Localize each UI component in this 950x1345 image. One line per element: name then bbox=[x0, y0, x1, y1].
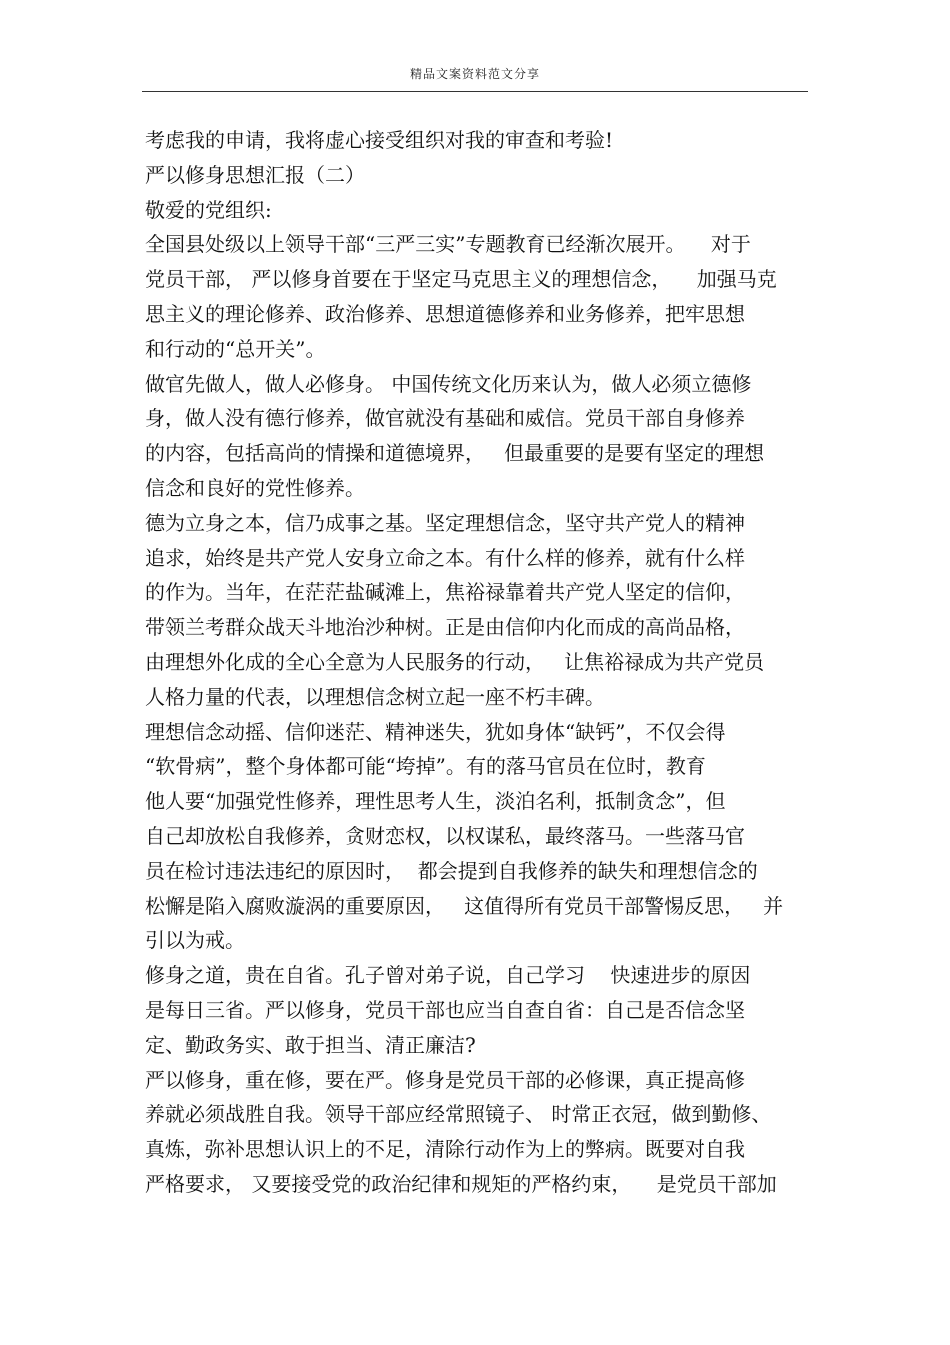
text-line: 修身之道，贵在自省。孔子曾对弟子说，自己学习 快速进步的原因 bbox=[145, 963, 751, 988]
text-line: 引以为戒。 bbox=[145, 928, 245, 953]
text-line: “软骨病”，整个身体都可能“垮掉”。有的落马官员在位时，教育 bbox=[145, 754, 706, 779]
text-line: 理想信念动摇、信仰迷茫、精神迷失，犹如身体“缺钙”，不仅会得 bbox=[145, 719, 726, 744]
text-line: 是每日三省。严以修身，党员干部也应当自查自省：自己是否信念坚 bbox=[145, 997, 745, 1022]
text-line: 定、勤政务实、敢于担当、清正廉洁? bbox=[145, 1032, 476, 1057]
text-line: 由理想外化成的全心全意为人民服务的行动， 让焦裕禄成为共产党员 bbox=[145, 649, 765, 674]
section-title: 严以修身思想汇报（二） bbox=[145, 162, 365, 187]
text-line: 信念和良好的党性修养。 bbox=[145, 475, 365, 500]
document-body bbox=[145, 123, 813, 1202]
text-line: 追求，始终是共产党人安身立命之本。有什么样的修养，就有什么样 bbox=[145, 545, 745, 570]
text-line: 做官先做人，做人必修身。 中国传统文化历来认为，做人必须立德修 bbox=[145, 371, 752, 396]
text-line: 的作为。当年，在茫茫盐碱滩上，焦裕禄靠着共产党人坚定的信仰， bbox=[145, 580, 745, 605]
salutation: 敬爱的党组织: bbox=[145, 197, 272, 222]
text-line: 考虑我的申请，我将虚心接受组织对我的审查和考验! bbox=[145, 128, 614, 152]
text-line: 人格力量的代表，以理想信念树立起一座不朽丰碑。 bbox=[145, 684, 605, 709]
text-line: 身，做人没有德行修养，做官就没有基础和威信。党员干部自身修养 bbox=[145, 406, 745, 431]
text-line: 的内容，包括高尚的情操和道德境界， 但最重要的是要有坚定的理想 bbox=[145, 441, 765, 466]
text-line: 带领兰考群众战天斗地治沙种树。正是由信仰内化而成的高尚品格， bbox=[145, 615, 745, 640]
page-header: 精品文案资料范文分享 bbox=[409, 67, 540, 81]
header-divider bbox=[142, 91, 808, 92]
text-line: 他人要“加强党性修养，理性思考人生，淡泊名利，抵制贪念”，但 bbox=[145, 789, 726, 814]
text-line: 真炼，弥补思想认识上的不足，清除行动作为上的弊病。既要对自我 bbox=[145, 1137, 745, 1162]
text-line: 德为立身之本，信乃成事之基。坚定理想信念，坚守共产党人的精神 bbox=[145, 510, 745, 535]
text-line: 员在检讨违法违纪的原因时， 都会提到自我修养的缺失和理想信念的 bbox=[145, 858, 758, 883]
text-line: 松懈是陷入腐败漩涡的重要原因， 这值得所有党员干部警惕反思， 并 bbox=[145, 893, 784, 918]
text-line: 和行动的“总开关”。 bbox=[145, 336, 326, 361]
text-line: 养就必须战胜自我。领导干部应经常照镜子、 时常正衣冠，做到勤修、 bbox=[145, 1102, 772, 1127]
text-line: 全国县处级以上领导干部“三严三实”专题教育已经渐次展开。 对于 bbox=[145, 232, 751, 257]
text-line: 自己却放松自我修养，贪财恋权，以权谋私，最终落马。一些落马官 bbox=[145, 823, 745, 848]
text-line: 思主义的理论修养、政治修养、思想道德修养和业务修养，把牢思想 bbox=[145, 301, 745, 326]
text-line: 严以修身，重在修，要在严。修身是党员干部的必修课，真正提高修 bbox=[145, 1067, 745, 1092]
text-line: 党员干部， 严以修身首要在于坚定马克思主义的理想信念， 加强马克 bbox=[145, 267, 777, 292]
text-line: 严格要求， 又要接受党的政治纪律和规矩的严格约束， 是党员干部加 bbox=[145, 1171, 777, 1196]
